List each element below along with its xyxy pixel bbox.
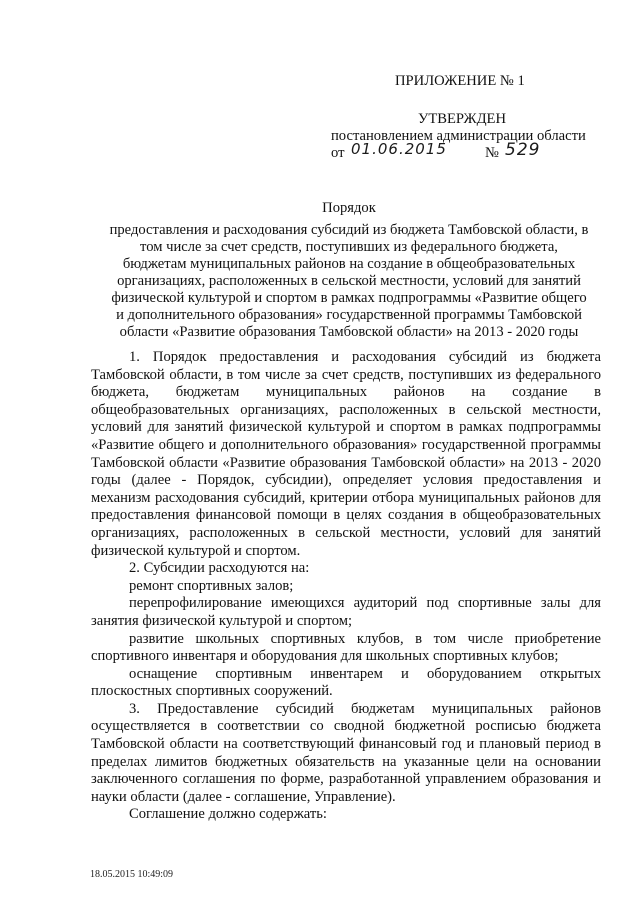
paragraph-3: 3. Предоставление субсидий бюджетам муниципальных районов осуществляется в соответствии со сводной бюджетной росписью бюджета Тамбовской области на соответствующий финансовый год и плановый период в пределах лимитов бюджетных обязательств на указанные цели на основании заключенного соглашения по форме, разработанной управлением образования и науки области (далее - соглашение, Управление).: [91, 700, 601, 805]
list-item-equipment: оснащение спортивным инвентарем и оборудованием открытых плоскостных спортивных сооружений.: [91, 665, 601, 700]
title-line: организациях, расположенных в сельской местности, условий для занятий: [117, 273, 581, 289]
title-line: том числе за счет средств, поступивших из федерального бюджета,: [140, 239, 558, 255]
list-item-repair: ремонт спортивных залов;: [129, 577, 294, 594]
document-title: [84, 200, 614, 341]
list-item-reprofiling: перепрофилирование имеющихся аудиторий под спортивные залы для занятия физической культурой и спортом;: [91, 595, 601, 629]
footer-timestamp: 18.05.2015 10:49:09: [90, 869, 174, 880]
handwritten-date: 01.06.2015: [351, 140, 447, 158]
handwritten-number: 529: [505, 140, 541, 160]
title-line: области «Развитие образования Тамбовской области» на 2013 - 2020 годы: [119, 324, 579, 340]
paragraph-1: 1. Порядок предоставления и расходования субсидий из бюджета Тамбовской области, в том числе за счет средств, поступивших из федерального бюджета, бюджетам муниципальных районов на создание в общеобразовательных организациях, расположенных в сельской местности, условий для занятий физической культурой и спортом в рамках подпрограммы «Развитие общего и дополнительного образования» государственной программы Тамбовской области «Развитие образования Тамбовской области» на 2013 - 2020 годы (далее - Порядок, субсидии), определяет условия предоставления и механизм расходования субсидий, критерии отбора муниципальных районов для предоставления финансовой помощи в целях создания в общеобразовательных организациях, расположенных в сельской местности, условий для занятий физической культурой и спортом.: [91, 349, 601, 559]
title-line: бюджетам муниципальных районов на создание в общеобразовательных: [122, 256, 576, 272]
resolution-label: постановлением администрации области: [331, 128, 586, 144]
document-body: [91, 349, 601, 824]
paragraph-2: 2. Субсидии расходуются на:: [129, 560, 310, 577]
appendix-label: ПРИЛОЖЕНИЕ № 1: [395, 73, 525, 89]
number-prefix: №: [485, 145, 499, 161]
title-line: и дополнительного образования» государственной программы Тамбовской: [116, 307, 582, 323]
approved-label: УТВЕРЖДЕН: [418, 111, 506, 127]
title-line: предоставления и расходования субсидий из бюджета Тамбовской области, в: [109, 222, 589, 238]
list-item-clubs: развитие школьных спортивных клубов, в том числе приобретение спортивного инвентаря и оборудования для школьных спортивных клубов;: [91, 630, 601, 665]
title-line: физической культурой и спортом в рамках подпрограммы «Развитие общего: [111, 290, 587, 306]
paragraph-4: Соглашение должно содержать:: [129, 806, 327, 823]
title-heading: Порядок: [322, 200, 376, 216]
date-prefix: от: [331, 145, 345, 161]
